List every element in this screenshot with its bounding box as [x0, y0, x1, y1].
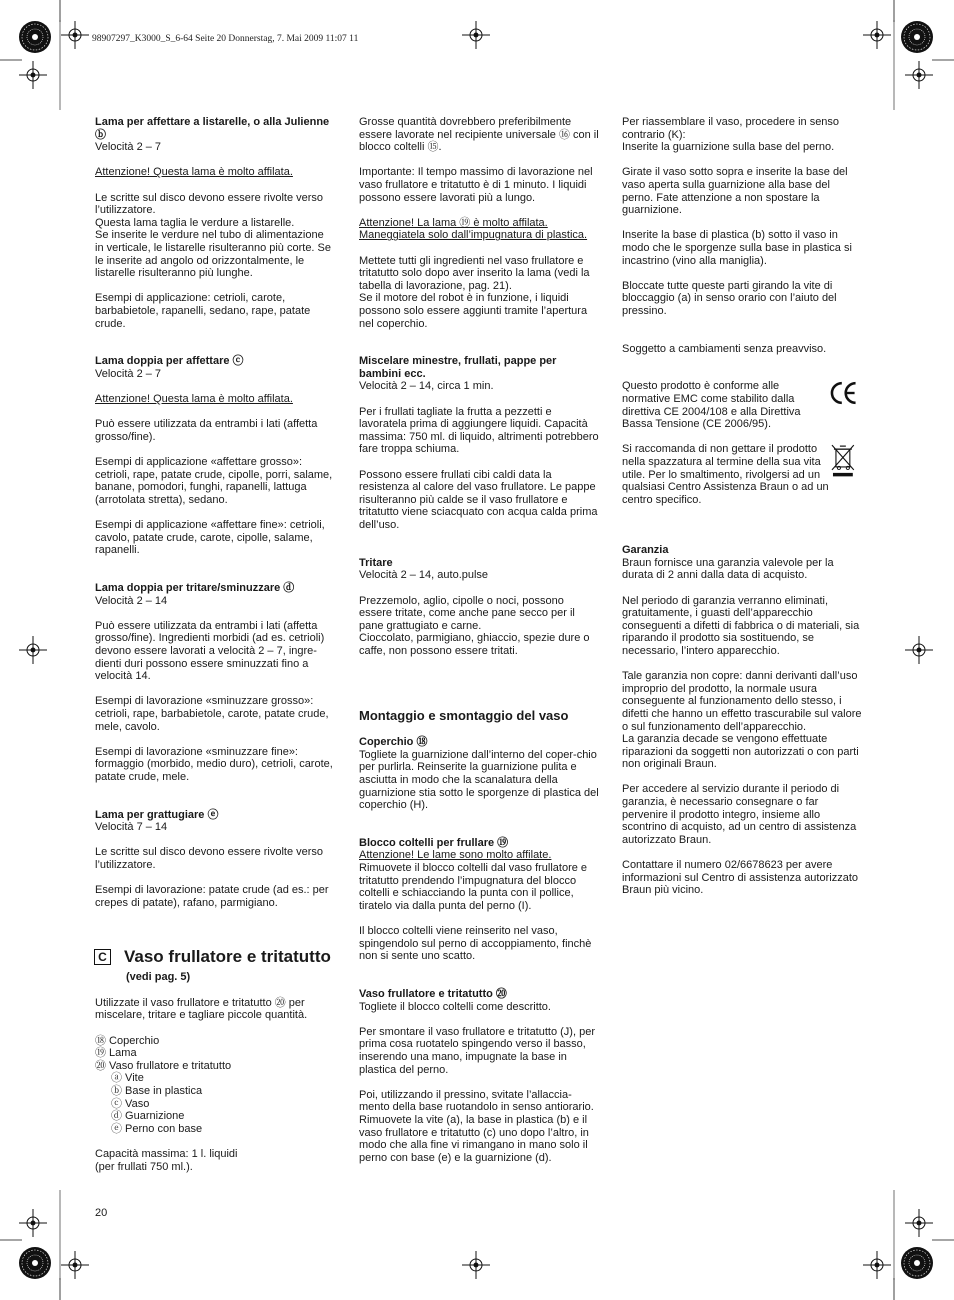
julienne-text: Le scritte sul disco devono essere rivolte verso l’utilizzatore. Questa lama taglia le verdure a listarelle. Se inserite le verdure nel tubo di alimentazione in verticale, le listarelle risulteranno più corte. Se le inserite ad angolo od orizzontalmente, le listarelle risulteranno più lunghe. [95, 191, 332, 280]
base-text: Inserite la base di plastica (b) sotto il vaso in modo che le sporgenze sulla base in plastica si incastrino (vino alla maniglia). [622, 229, 852, 267]
subpart-item: ⓐ Vite [111, 1072, 144, 1085]
section-title: Vaso frullatore e tritatutto [124, 947, 331, 967]
subpart-item: ⓓ Guarnizione [111, 1110, 185, 1123]
lid-title: Coperchio ⑱ [359, 736, 428, 749]
lid-text: Togliete la guarnizione dall’interno del coper-chio per purlirla. Reinserite la guarnizione pulita e asciutta in modo che la scanalatura della guarnizione stia sotto le sporgenze di plastica del coperchio (H). [359, 748, 599, 812]
column-1 [95, 116, 333, 1173]
ce-section [622, 380, 862, 430]
flip-text: Girate il vaso sotto sopra e inserite la base del vaso aperta sulla guarnizione alla base del perno. Fate attenzione a non spostare la guarnizione. [622, 166, 848, 217]
waste-text: Si raccomanda di non gettare il prodotto nella spazzatura al termine della sua vita utile. Per lo smaltimento, rivolgersi ad un qualsiasi Centro Assistenza Braun o ad un centro specifico. [622, 443, 829, 506]
blade-block-warning: Attenzione! Le lame sono molto affilate. [359, 849, 552, 862]
section-heading [94, 947, 333, 967]
mix-title: Miscelare minestre, frullati, pappe per bambini ecc. [359, 355, 557, 380]
section-letter-box: C [94, 949, 111, 965]
chop-speed: Velocità 2 – 14, auto.pulse [359, 569, 489, 582]
part-item: ⑱ Coperchio [95, 1034, 160, 1047]
grate-speed: Velocità 7 – 14 [95, 821, 168, 834]
grate-examples: Esempi di lavorazione: patate crude (ad es.: per crepes di patate), rafano, parmigiano. [95, 884, 329, 909]
slice-fine: Esempi di applicazione «affettare fine»: cetrioli, cavolo, patate crude, carote, cipolle, salame, rapanelli. [95, 519, 325, 557]
chop-speed: Velocità 2 – 14 [95, 594, 168, 607]
jar-title: Vaso frullatore e tritatutto ⑳ [359, 988, 507, 1000]
chop-title: Tritare [359, 556, 393, 569]
ce-mark-label: CE [843, 394, 845, 396]
slice-title: Lama doppia per affettare ⓒ [95, 355, 244, 368]
grate-text: Le scritte sul disco devono essere rivolte verso l’utilizzatore. [95, 846, 324, 872]
subpart-item: ⓒ Vaso [111, 1097, 150, 1110]
print-header: 98907297_K3000_S_6-64 Seite 20 Donnerstag, 7. Mai 2009 11:07 11 [92, 34, 359, 44]
julienne-title: Lama per affettare a listarelle, o alla Julienne ⓑ [95, 116, 330, 141]
chop-coarse: Esempi di lavorazione «sminuzzare grosso»: cetrioli, rape, barbabietole, carote, patate crude, mele, cavolo. [95, 695, 329, 733]
jar-text-1: Togliete il blocco coltelli come descritto. [359, 1000, 551, 1013]
intro-text: Utilizzate il vaso frullatore e tritatutto ⑳ per miscelare, tritare e tagliare piccole quantità. [95, 996, 308, 1022]
blade-block-text-2: Il blocco coltelli viene reinserito nel vaso, spingendolo sul perno di accoppiamento, finchè non si sente uno scatto. [359, 925, 592, 963]
chop-text: Può essere utilizzata da entrambi i lati (affetta grosso/fine). Ingredienti morbidi (ad es. cetrioli) devono essere lavorati a velocità 2 – 7, ingre-dienti duri possono essere sminuzzati fino a velocità 14. [95, 619, 325, 683]
julienne-examples: Esempi di applicazione: cetrioli, carote, barbabietole, rapanelli, sedano, rape, patate crude. [95, 292, 311, 330]
part-item: ⑲ Lama [95, 1047, 137, 1060]
warranty-text-2: Nel periodo di garanzia verranno eliminati, gratuitamente, i guasti dell’apparecchio conseguenti a difetti di fabbrica o di materiali, sia riparando il prodotto sia sostituendo, se necessario, l’intero apparecchio. [622, 594, 860, 657]
slice-coarse: Esempi di applicazione «affettare grosso»: cetrioli, rape, patate crude, cipolle, porri, salame, banane, pomodori, funghi, rapanelli, lattuga (arrotolata stretta), sedano. [95, 456, 333, 506]
mix-text-2: Possono essere frullati cibi caldi data la resistenza al calore del vaso frullatore. Le pappe risulteranno più calde se il vaso frullatore e tritatutto viene sciacquato con acqua calda prima dell’uso. [359, 468, 598, 531]
assembly-title: Montaggio e smontaggio del vaso [359, 707, 569, 723]
blade-warning: Attenzione! La lama ⑲ è molto affilata. Maneggiatela solo dall’impugnatura di plastica. [359, 216, 588, 242]
mix-text-1: Per i frullati tagliate la frutta a pezzetti e lavoratela prima di aggiungere liquidi. Capacità massima: 750 ml. di liquido, altrimenti potrebbero fare troppa schiuma. [359, 405, 599, 456]
capacity-text: Capacità massima: 1 l. liquidi (per frullati 750 ml.). [95, 1147, 238, 1173]
crossed-bin-icon [830, 443, 856, 477]
jar-text-3: Poi, utilizzando il pressino, svitate l’allaccia-mento della base ruotandolo in senso antiorario. Rimuovete la vite (a), la base in plastica (b) e il vaso frullatore e tritatutto (c) uno dopo l’altro, in modo che alla fine vi rimangano in mano solo il perno con base (e) e la guarnizione (d). [359, 1088, 594, 1164]
chop-title: Lama doppia per tritare/sminuzzare ⓓ [95, 581, 295, 594]
change-notice: Soggetto a cambiamenti senza preavviso. [622, 342, 827, 355]
blade-block-text-1: Rimuovete il blocco coltelli dal vaso frullatore e tritatutto prendendo l’impugnatura del blocco coltelli e schiacciando la punta con il pollice, tiratelo via dalla punta del perno (I). [359, 862, 588, 912]
chop-text: Prezzemolo, aglio, cipolle o noci, possono essere tritate, come anche pane secco per il pane grattugiato e carne. Cioccolato, parmigiano, ghiaccio, spezie dure o caffe, non possono essere tritati. [359, 594, 590, 657]
important-text: Importante: Il tempo massimo di lavorazione nel vaso frullatore e tritatutto è di 1 minuto. I liquidi possono essere lavorati più a lungo. [359, 166, 593, 204]
lock-text: Bloccate tutte queste parti girando la vite di bloccaggio (a) in senso orario con l’aiuto del pressino. [622, 279, 837, 317]
section-subtitle: (vedi pag. 5) [126, 971, 191, 984]
chop-fine: Esempi di lavorazione «sminuzzare fine»: formaggio (morbido, medio duro), cetrioli, carote, patate crude, mele. [95, 745, 333, 783]
slice-text: Può essere utilizzata da entrambi i lati (affetta grosso/fine). [95, 418, 318, 443]
subpart-item: ⓑ Base in plastica [111, 1084, 203, 1097]
julienne-warning: Attenzione! Questa lama è molto affilata. [95, 166, 293, 179]
grate-title: Lama per grattugiare ⓔ [95, 808, 219, 821]
reassembly-text: Per riassemblare il vaso, procedere in senso contrario (K): Inserite la guarnizione sulla base del perno. [622, 116, 840, 154]
bulk-text: Grosse quantità dovrebbero preferibilmente essere lavorate nel recipiente universale ⑯ con il blocco coltelli ⑮. [359, 116, 599, 154]
jar-text-2: Per smontare il vaso frullatore e tritatutto (J), per prima cosa ruotatelo spingendo verso il basso, inserendo una mano, impugnate la base in plastica del perno. [359, 1025, 595, 1076]
part-item: ⑳ Vaso frullatore e tritatutto [95, 1059, 232, 1072]
mix-speed: Velocità 2 – 14, circa 1 min. [359, 380, 494, 393]
julienne-speed: Velocità 2 – 7 [95, 141, 162, 154]
subpart-item: ⓔ Perno con base [111, 1122, 203, 1135]
warranty-text-3: Tale garanzia non copre: danni derivanti dall’uso improprio del prodotto, la normale usura conseguente al funzionamento dello stesso, i difetti che hanno un effetto trascurabile sul valore o sul funzionamento dell’apparecchio. La garanzia decade se vengono effettuate riparazioni da soggetti non autorizzati o con parti non originali Braun. [622, 670, 862, 771]
ce-mark-icon [829, 380, 859, 406]
ingredients-text: Mettete tutti gli ingredienti nel vaso frullatore e tritatutto solo dopo aver inserito la lama (vedi la tabella di lavorazione, pag. 21). Se il motore del robot è in funzione, i liquidi possono solo essere aggiunti tramite l’apertura nel coperchio. [359, 254, 590, 330]
warranty-text-4: Per accedere al servizio durante il periodo di garanzia, è necessario consegnare o far pervenire il prodotto integro, insieme allo scontrino di acquisto, ad un centro di assistenza autorizzato Braun. [622, 783, 857, 846]
warranty-text-5: Contattare il numero 02/6678623 per avere informazioni sul Centro di assistenza autorizzato Braun più vicino. [622, 859, 859, 897]
ce-text: Questo prodotto è conforme alle normative EMC come stabilito dalla direttiva CE 2004/108 e alla Direttiva Bassa Tensione (CE 2006/95). [622, 380, 801, 431]
slice-warning: Attenzione! Questa lama è molto affilata. [95, 393, 293, 406]
page-number: 20 [95, 1207, 108, 1219]
warranty-title: Garanzia [622, 544, 669, 557]
warranty-text-1: Braun fornisce una garanzia valevole per la durata di 2 anni dalla data di acquisto. [622, 556, 834, 582]
slice-speed: Velocità 2 – 7 [95, 367, 162, 380]
column-2 [359, 116, 599, 1164]
blade-block-title: Blocco coltelli per frullare ⑲ [359, 836, 509, 849]
column-3 [622, 116, 862, 897]
waste-section [622, 443, 862, 506]
